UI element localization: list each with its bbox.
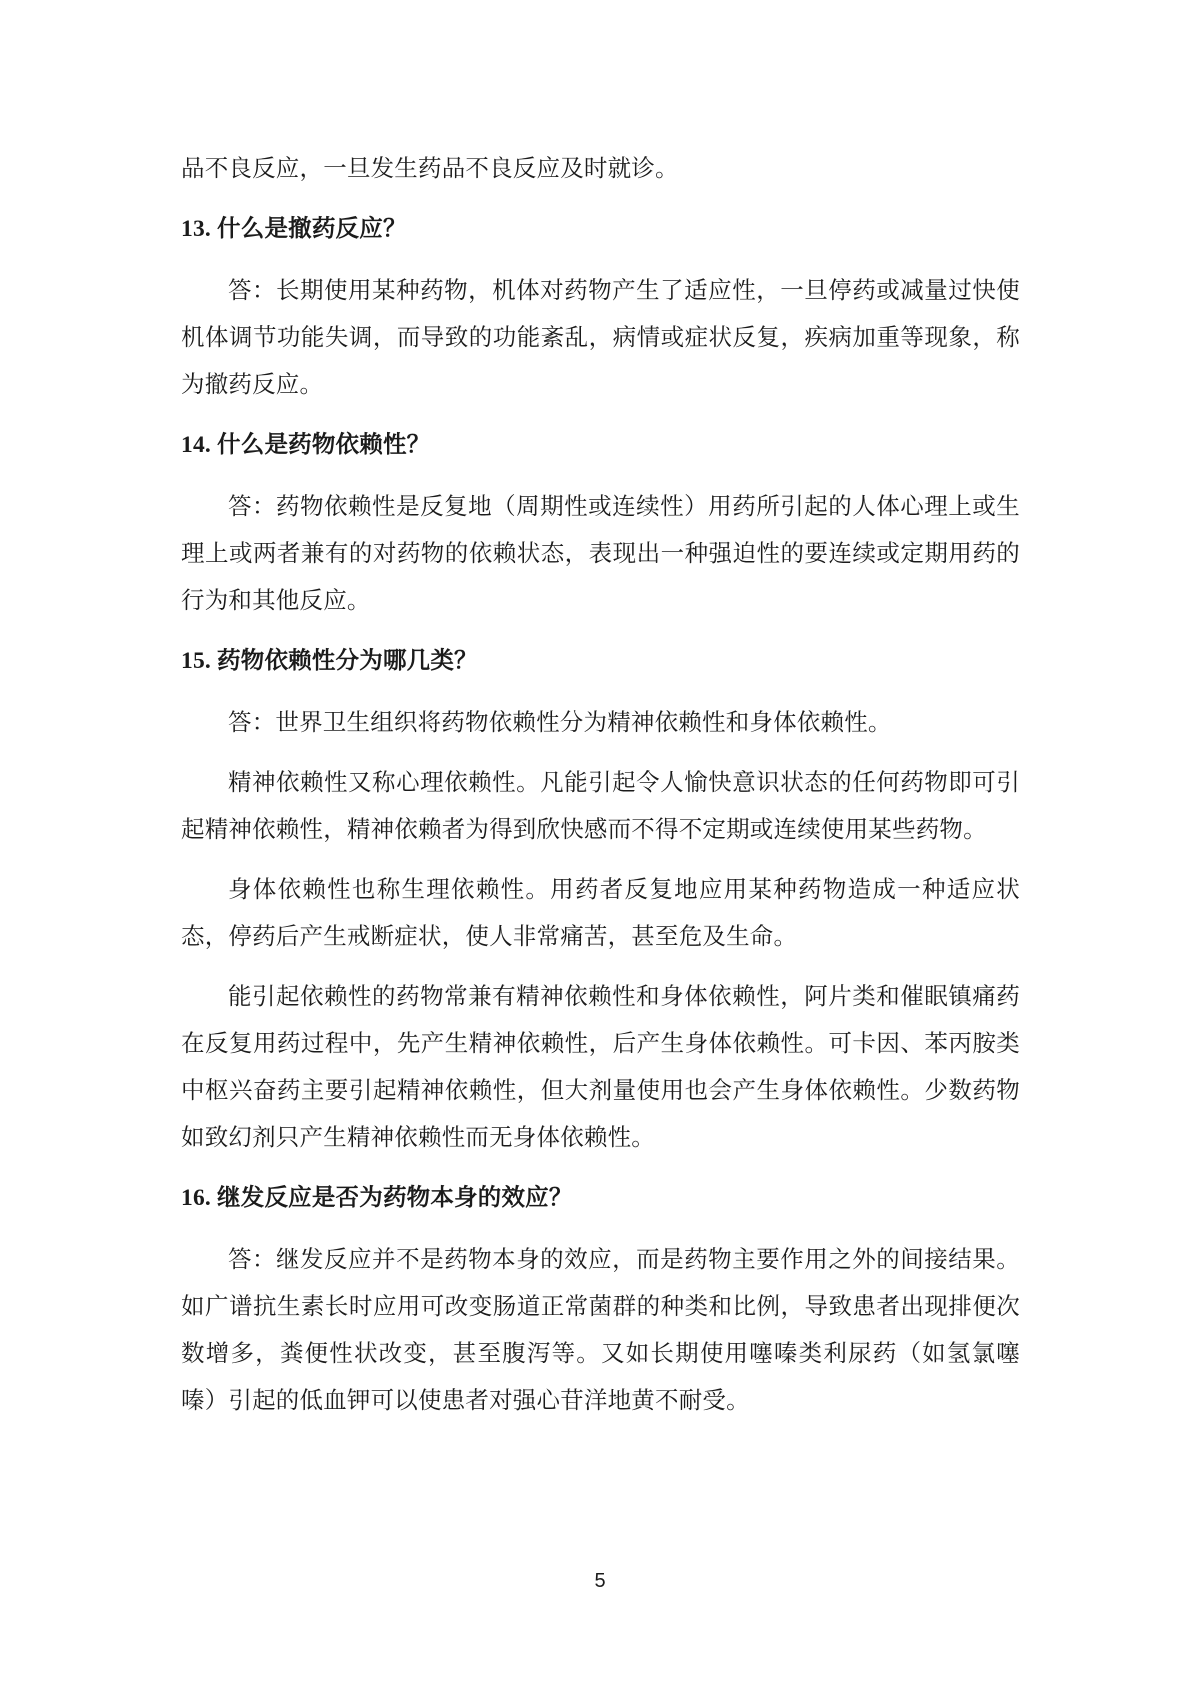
question-15-answer-paragraph-2: 精神依赖性又称心理依赖性。凡能引起令人愉快意识状态的任何药物即可引起精神依赖性，精神依赖者为得到欣快感而不得不定期或连续使用某些药物。 [181,770,1020,843]
question-13-heading: 13. 什么是撤药反应？ [181,216,407,242]
question-13-answer-paragraph: 答：长期使用某种药物，机体对药物产生了适应性，一旦停药或减量过快使机体调节功能失调，而导致的功能紊乱，病情或症状反复，疾病加重等现象，称为撤药反应。 [181,278,1020,398]
section-question-16 [181,1175,1020,1425]
question-15-answer-paragraph-1: 答：世界卫生组织将药物依赖性分为精神依赖性和身体依赖性。 [228,710,892,736]
continuation-paragraph: 品不良反应，一旦发生药品不良反应及时就诊。 [181,156,679,182]
section-question-15 [181,638,1020,1162]
question-14-heading: 14. 什么是药物依赖性？ [181,432,431,458]
section-question-14 [181,422,1020,625]
question-14-answer-paragraph: 答：药物依赖性是反复地（周期性或连续性）用药所引起的人体心理上或生理上或两者兼有的对药物的依赖状态，表现出一种强迫性的要连续或定期用药的行为和其他反应。 [181,494,1020,614]
question-15-heading: 15. 药物依赖性分为哪几类？ [181,648,478,674]
question-16-heading: 16. 继发反应是否为药物本身的效应？ [181,1185,573,1211]
question-16-answer-paragraph: 答：继发反应并不是药物本身的效应，而是药物主要作用之外的间接结果。如广谱抗生素长时应用可改变肠道正常菌群的种类和比例，导致患者出现排便次数增多，粪便性状改变，甚至腹泻等。又如长期使用噻嗪类利尿药（如氢氯噻嗪）引起的低血钾可以使患者对强心苷洋地黄不耐受。 [181,1247,1020,1414]
question-15-answer-paragraph-4: 能引起依赖性的药物常兼有精神依赖性和身体依赖性，阿片类和催眠镇痛药在反复用药过程中，先产生精神依赖性，后产生身体依赖性。可卡因、苯丙胺类中枢兴奋药主要引起精神依赖性，但大剂量使用也会产生身体依赖性。少数药物如致幻剂只产生精神依赖性而无身体依赖性。 [181,984,1020,1151]
question-15-answer-paragraph-3: 身体依赖性也称生理依赖性。用药者反复地应用某种药物造成一种适应状态，停药后产生戒断症状，使人非常痛苦，甚至危及生命。 [181,877,1020,950]
section-question-13 [181,206,1020,409]
page-footer [0,1570,1200,1593]
page-number: 5 [594,1570,606,1592]
